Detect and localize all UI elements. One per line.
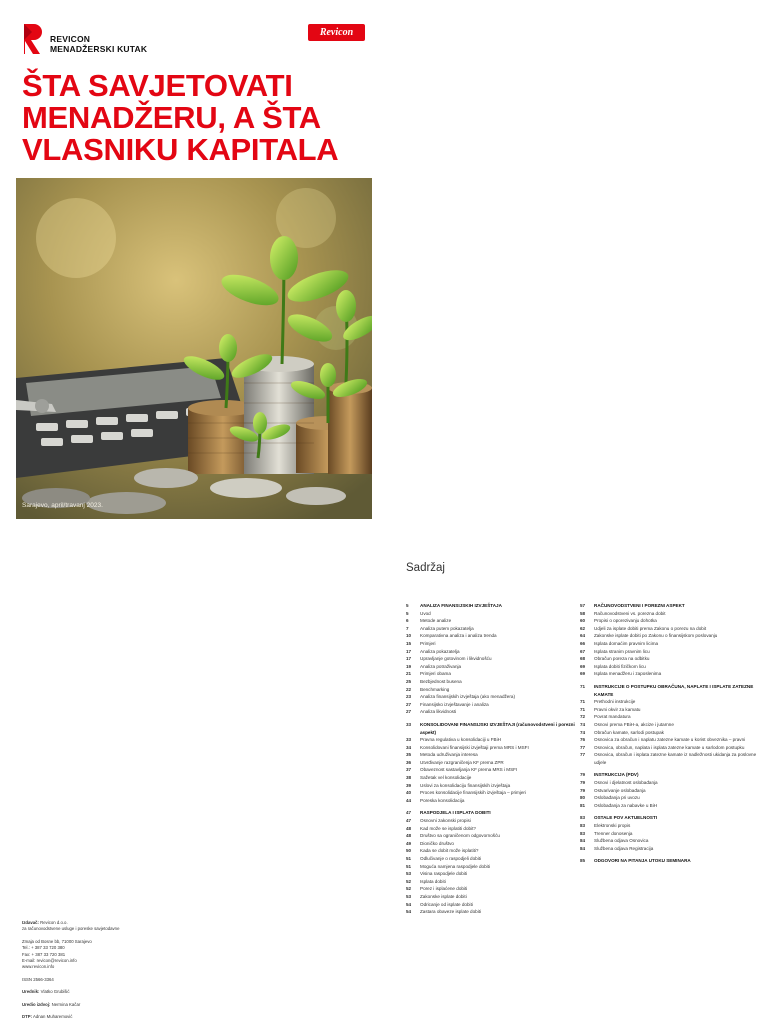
toc-entry[interactable] <box>406 789 586 797</box>
toc-page-number: 68 <box>580 656 586 662</box>
toc-entry[interactable] <box>580 736 760 744</box>
toc-page-number: 71 <box>580 683 586 689</box>
toc-entry-label: Ostvarivanje oslobađanja <box>594 787 646 793</box>
publisher-tel: Tel.: + 387 33 720 380 <box>22 945 65 951</box>
toc-page-number: 38 <box>406 775 412 781</box>
toc-page-number: 53 <box>406 893 412 899</box>
publisher-address: Zmaja od Bosne bb, 71000 Sarajevo <box>22 938 92 944</box>
toc-entry-label: Osnovi i djelatnost oslobađanja <box>594 780 658 786</box>
toc-page-number: 71 <box>580 699 586 705</box>
toc-page-number: 44 <box>406 797 412 803</box>
page-title <box>22 70 372 166</box>
toc-entry-label: INSTRUKCIJE O POSTUPKU OBRAČUNA, NAPLATE I ISPLATE ZATEZNE KAMATE <box>594 683 754 697</box>
toc-page-number: 84 <box>580 845 586 851</box>
toc-entry[interactable] <box>406 736 586 744</box>
toc-entry[interactable] <box>580 729 760 737</box>
toc-entry[interactable] <box>580 670 760 678</box>
toc-entry[interactable] <box>580 640 760 648</box>
toc-entry-label: Službena odjava Registracija <box>594 845 654 851</box>
toc-entry-label: Kad može se isplatiti dobit? <box>420 825 476 831</box>
toc-entry-label: Isplata dobiti fizičkom licu <box>594 663 646 669</box>
toc-entry-label: Odricanje od isplate dobiti <box>420 901 473 907</box>
toc-entry-label: INSTRUKCIJA (PDV) <box>594 772 639 778</box>
toc-entry-label: Osnovi prema FBiH-a, akcize i jutarnne <box>594 721 674 727</box>
toc-page-number: 85 <box>580 858 586 864</box>
toc-entry[interactable] <box>580 625 760 633</box>
toc-page-number: 69 <box>580 663 586 669</box>
toc-page-number: 23 <box>406 694 412 700</box>
publisher-email: E-mail: revicon@revicon.info <box>22 958 77 964</box>
toc-section-entry[interactable] <box>406 809 586 817</box>
toc-entry-label: Isplata dobiti <box>420 878 446 884</box>
toc-entry-label: Utvrđivanje razgraničenja KF prema ZPR <box>420 759 504 765</box>
toc-entry-label: RASPODJELA I ISPLATA DOBITI <box>420 810 491 816</box>
toc-section-entry[interactable] <box>580 602 760 610</box>
toc-entry-label: Komparativna analiza i analiza trenda <box>420 633 497 639</box>
title-line-1: ŠTA SAVJETOVATI <box>22 68 293 103</box>
toc-entry[interactable] <box>580 632 760 640</box>
toc-entry[interactable] <box>580 779 760 787</box>
toc-entry[interactable] <box>580 751 760 766</box>
toc-entry-label: Osnovni zakonski propisi <box>420 818 471 824</box>
plants-coins-illustration <box>16 178 372 519</box>
toc-entry[interactable] <box>406 782 586 790</box>
toc-page-number: 33 <box>406 721 412 727</box>
toc-entry-label: Zastara obaveze isplate dobiti <box>420 909 482 915</box>
toc-entry-label: Moguća namjena raspodjele dobiti <box>420 863 490 869</box>
publisher-label: Izdavač: <box>22 920 39 925</box>
toc-entry-label: Upravljanje gotovinom i likvidnošću <box>420 656 492 662</box>
toc-page-number: 50 <box>406 848 412 854</box>
toc-page-number: 79 <box>580 772 586 778</box>
toc-page-number: 51 <box>406 863 412 869</box>
toc-page-number: 72 <box>580 714 586 720</box>
toc-page-number: 27 <box>406 709 412 715</box>
toc-entry-label: Bezbjednost busena <box>420 678 462 684</box>
toc-page-number: 51 <box>406 856 412 861</box>
toc-entry-label: Metode analize <box>420 618 452 624</box>
toc-section-entry[interactable] <box>580 683 760 698</box>
toc-entry[interactable] <box>406 708 586 716</box>
toc-page-number: 64 <box>580 633 586 639</box>
toc-page-number: 7 <box>406 625 409 631</box>
logo-line-1: REVICON <box>50 34 91 44</box>
toc-entry[interactable] <box>580 802 760 810</box>
publisher-web: www.revicon.info <box>22 964 55 970</box>
toc-page-number: 66 <box>580 640 586 646</box>
toc-entry[interactable] <box>406 759 586 767</box>
toc-page-number: 62 <box>580 625 586 631</box>
toc-page-number: 19 <box>406 663 412 669</box>
toc-page-number: 69 <box>580 671 586 677</box>
toc-page-number: 67 <box>580 648 586 654</box>
toc-entry-label: Osnovica za obračun i naplatu zatezne kamate u korist obveznika – pravni <box>594 737 746 743</box>
toc-page-number: 79 <box>580 780 586 786</box>
toc-page-number: 71 <box>580 706 586 712</box>
toc-entry-label: Elektronski propis <box>594 823 631 829</box>
revicon-badge: Revicon <box>308 24 365 41</box>
toc-entry-label: Isplata stranim pravnim licu <box>594 648 650 654</box>
toc-left-column <box>406 602 586 916</box>
toc-page-number: 35 <box>406 752 412 758</box>
toc-page-number: 5 <box>406 603 409 608</box>
toc-entry[interactable] <box>406 766 586 774</box>
toc-entry[interactable] <box>406 797 586 805</box>
toc-entry[interactable] <box>580 845 760 853</box>
toc-entry-label: Društvo sa ograničenom odgovornošću <box>420 833 500 839</box>
toc-entry[interactable] <box>406 893 586 901</box>
toc-entry-label: Odlučivanje o raspodjeli dobiti <box>420 856 482 861</box>
toc-page-number: 76 <box>580 737 586 743</box>
toc-page-number: 53 <box>406 871 412 877</box>
toc-entry[interactable] <box>406 655 586 663</box>
revicon-logo-mark-icon <box>22 24 44 54</box>
toc-section-entry[interactable] <box>580 771 760 779</box>
photo-caption: Sarajevo, april/travanj 2023. <box>22 502 103 509</box>
toc-page-number: 60 <box>580 618 586 624</box>
design-name: Nermina Kačar <box>51 1001 81 1007</box>
toc-entry-label: ANALIZA FINANSIJSKIH IZVJEŠTAJA <box>420 603 502 608</box>
toc-entry[interactable] <box>580 744 760 752</box>
toc-entry-label: Zakonske isplate dobiti <box>420 893 467 899</box>
logo-line-2: MENADŽERSKI KUTAK <box>50 44 148 54</box>
toc-page-number: 47 <box>406 810 412 816</box>
toc-entry-label: Proces konsolidacije finansijskih izvještaja – primjeri <box>420 790 526 796</box>
toc-entry-label: Oslobađanja za nabavke u BiH <box>594 802 658 808</box>
toc-section-entry[interactable] <box>406 602 586 610</box>
toc-entry-label: Povrat mandatura <box>594 714 631 720</box>
toc-entry-label: Analiza finansijskih izvještaja (ako menadžera) <box>420 694 515 700</box>
toc-heading: Sadržaj <box>406 562 445 574</box>
toc-page-number: 58 <box>580 610 586 616</box>
toc-entry[interactable] <box>580 822 760 830</box>
publisher-name: Revicon d.o.o. <box>40 920 68 925</box>
toc-page-number: 81 <box>580 802 586 808</box>
imprint <box>22 920 202 1026</box>
toc-entry[interactable] <box>406 908 586 916</box>
cover-photo <box>16 178 372 519</box>
toc-entry-label: Analiza putem pokazatelja <box>420 625 474 631</box>
toc-entry[interactable] <box>580 698 760 706</box>
toc-entry[interactable] <box>580 794 760 802</box>
toc-page-number: 6 <box>406 618 409 624</box>
toc-entry-label: Visina raspodjele dobiti <box>420 871 468 877</box>
toc-entry[interactable] <box>580 837 760 845</box>
toc-entry-label: KONSOLIDOVANI FINANSIJSKI IZVJEŠTAJI (računovodstveni i porezni aspekt) <box>420 721 575 735</box>
toc-entry-label: Zakonske isplate dobiti po Zakonu o finansijskom poslovanju <box>594 633 718 639</box>
toc-entry[interactable] <box>580 655 760 663</box>
toc-page-number: 48 <box>406 825 412 831</box>
toc-page-number: 57 <box>580 603 586 608</box>
toc-entry-label: Analiza pokazatelja <box>420 648 460 654</box>
toc-page-number: 17 <box>406 656 412 662</box>
toc-entry[interactable] <box>406 610 586 618</box>
logo-text <box>50 34 147 54</box>
toc-entry[interactable] <box>580 663 760 671</box>
toc-entry[interactable] <box>580 713 760 721</box>
toc-entry[interactable] <box>580 830 760 838</box>
toc-entry[interactable] <box>406 774 586 782</box>
design-label: Uredio izdvoj: <box>22 1001 51 1007</box>
toc-section-entry[interactable] <box>406 721 586 736</box>
toc-page-number: 48 <box>406 833 412 839</box>
toc-entry[interactable] <box>406 648 586 656</box>
toc-page-number: 54 <box>406 901 412 907</box>
toc-page-number: 21 <box>406 671 412 677</box>
toc-section-entry[interactable] <box>580 814 760 822</box>
toc-page-number: 77 <box>580 744 586 750</box>
toc-entry-label: Poreska konsolidacija <box>420 797 465 803</box>
toc-entry-label: Službena odjava Osnovica <box>594 838 649 844</box>
editor-name: Vlatko Grubišić <box>40 989 70 995</box>
toc-entry[interactable] <box>406 751 586 759</box>
toc-entry-label: Pravna regulativa u konsolidaciji u FBiH <box>420 737 501 743</box>
toc-entry-label: Pravni okvir za kamatu <box>594 706 641 712</box>
toc-entry-label: Metoda udruživanja interesa <box>420 752 478 758</box>
toc-entry[interactable] <box>406 840 586 848</box>
toc-page-number: 52 <box>406 886 412 892</box>
toc-page-number: 83 <box>580 823 586 829</box>
toc-entry-label: Obaveznost sastavljanja KF prema MRS i MSFI <box>420 767 518 773</box>
toc-entry-label: Uvod <box>420 610 431 616</box>
toc-entry-label: OSTALE POV AKTUELNOSTI <box>594 815 658 821</box>
toc-entry[interactable] <box>406 663 586 671</box>
toc-entry-label: ODGOVORI NA PITANJA UTOKU SEMINARA <box>594 858 691 864</box>
toc-page-number: 22 <box>406 686 412 692</box>
toc-entry[interactable] <box>406 863 586 871</box>
toc-entry[interactable] <box>406 686 586 694</box>
toc-entry[interactable] <box>580 706 760 714</box>
toc-entry[interactable] <box>406 617 586 625</box>
toc-entry-label: Benchmarking <box>420 686 450 692</box>
toc-entry[interactable] <box>406 901 586 909</box>
title-line-3: VLASNIKU KAPITALA <box>22 132 339 167</box>
toc-entry-label: Osnovica, obračun i isplata zatezne kamate iz nadležnosti ukidanja za poslovne udjele <box>594 752 757 765</box>
toc-entry[interactable] <box>580 617 760 625</box>
toc-entry-label: Konsolidovani finansijski izvještaji prema MRS i MSFI <box>420 744 529 750</box>
toc-page-number: 15 <box>406 640 412 646</box>
toc-entry-label: Obračun poreza na odbitku <box>594 656 650 662</box>
issn: ISSN 2566-3364 <box>22 976 54 982</box>
toc-page-number: 52 <box>406 878 412 884</box>
toc-page-number: 5 <box>406 610 409 616</box>
toc-entry-label: Udjeli za isplate dobiti prema Zakonu o porezu na dobit <box>594 625 707 631</box>
toc-entry-label: Porez i isplaćene dobiti <box>420 886 468 892</box>
toc-right-column <box>580 602 760 865</box>
toc-entry[interactable] <box>406 640 586 648</box>
toc-entry-label: Finansijsko izvještavanje i analiza <box>420 701 489 707</box>
toc-entry-label: Osnovica, obračun, naplata i isplata zatezne kamate u sarlodom postupku <box>594 744 745 750</box>
toc-entry-label: Obračun kamate, sarlodi postupak <box>594 729 664 735</box>
toc-entry[interactable] <box>406 632 586 640</box>
toc-page-number: 17 <box>406 648 412 654</box>
toc-entry[interactable] <box>406 678 586 686</box>
editor-label: Urednik: <box>22 989 40 995</box>
toc-entry[interactable] <box>406 825 586 833</box>
toc-entry[interactable] <box>580 787 760 795</box>
toc-page-number: 37 <box>406 767 412 773</box>
toc-entry[interactable] <box>406 701 586 709</box>
toc-page-number: 40 <box>406 790 412 796</box>
revicon-logo <box>22 24 152 58</box>
toc-entry[interactable] <box>406 693 586 701</box>
toc-entry[interactable] <box>580 648 760 656</box>
toc-entry-label: RAČUNOVODSTVENI I POREZNI ASPEKT <box>594 603 685 608</box>
dtp-name: Adnan Muharemović <box>33 1014 73 1020</box>
toc-page-number: 77 <box>580 752 586 758</box>
toc-page-number: 36 <box>406 759 412 765</box>
toc-page-number: 49 <box>406 840 412 846</box>
toc-section-entry[interactable] <box>580 857 760 865</box>
toc-entry-label: Dioničko društvo <box>420 840 454 846</box>
toc-page-number: 84 <box>580 838 586 844</box>
toc-entry-label: Prethodni instrukcije <box>594 699 636 705</box>
publisher-desc: za računovodstvene usluge i poreske savjetodavne <box>22 926 120 932</box>
toc-page-number: 54 <box>406 909 412 915</box>
toc-entry[interactable] <box>406 832 586 840</box>
toc-entry-label: Trenner donosenja <box>594 830 633 836</box>
toc-entry[interactable] <box>406 744 586 752</box>
toc-entry-label: Uslovi za konsolidaciju finansijskih izvještaja <box>420 782 511 788</box>
toc-entry[interactable] <box>406 855 586 863</box>
toc-entry-label: Primjeri obama <box>420 671 451 677</box>
title-line-2: MENADŽERU, A ŠTA <box>22 100 321 135</box>
toc-entry[interactable] <box>580 610 760 618</box>
toc-entry[interactable] <box>406 885 586 893</box>
toc-entry-label: Oslobađanja pri uvozu <box>594 795 640 801</box>
toc-page-number: 80 <box>580 795 586 801</box>
dtp-label: DTP: <box>22 1014 33 1020</box>
toc-entry[interactable] <box>406 878 586 886</box>
toc-entry-label: Analiza likvidnosti <box>420 709 457 715</box>
toc-entry-label: Sažetak vel konsolidacije <box>420 775 472 781</box>
toc-page-number: 10 <box>406 633 412 639</box>
toc-entry[interactable] <box>406 870 586 878</box>
toc-entry[interactable] <box>406 817 586 825</box>
toc-page-number: 47 <box>406 818 412 824</box>
toc-entry-label: Računovodstveni vs. porezna dobit <box>594 610 666 616</box>
toc-page-number: 83 <box>580 815 586 821</box>
toc-page-number: 39 <box>406 782 412 788</box>
toc-entry[interactable] <box>406 847 586 855</box>
toc-entry-label: Isplata menadžeru i zaposlenima <box>594 671 662 677</box>
toc-page-number: 25 <box>406 678 412 684</box>
toc-page-number: 34 <box>406 744 412 750</box>
toc-page-number: 74 <box>580 721 586 727</box>
publisher-fax: Fax: + 387 33 720 381 <box>22 951 66 957</box>
toc-entry[interactable] <box>406 625 586 633</box>
toc-page-number: 74 <box>580 729 586 735</box>
toc-entry-label: Analiza potraživanja <box>420 663 462 669</box>
toc-entry-label: Isplata domaćim pravnim licima <box>594 640 659 646</box>
toc-entry-label: Propisi o oporezivanju dohotka <box>594 618 657 624</box>
toc-entry-label: Kada se dobit može isplatiti? <box>420 848 479 854</box>
toc-entry[interactable] <box>406 670 586 678</box>
toc-page-number: 33 <box>406 737 412 743</box>
toc-page-number: 79 <box>580 787 586 793</box>
toc-page-number: 83 <box>580 830 586 836</box>
toc-entry-label: Primjeri <box>420 640 436 646</box>
toc-page-number: 27 <box>406 701 412 707</box>
toc-entry[interactable] <box>580 721 760 729</box>
